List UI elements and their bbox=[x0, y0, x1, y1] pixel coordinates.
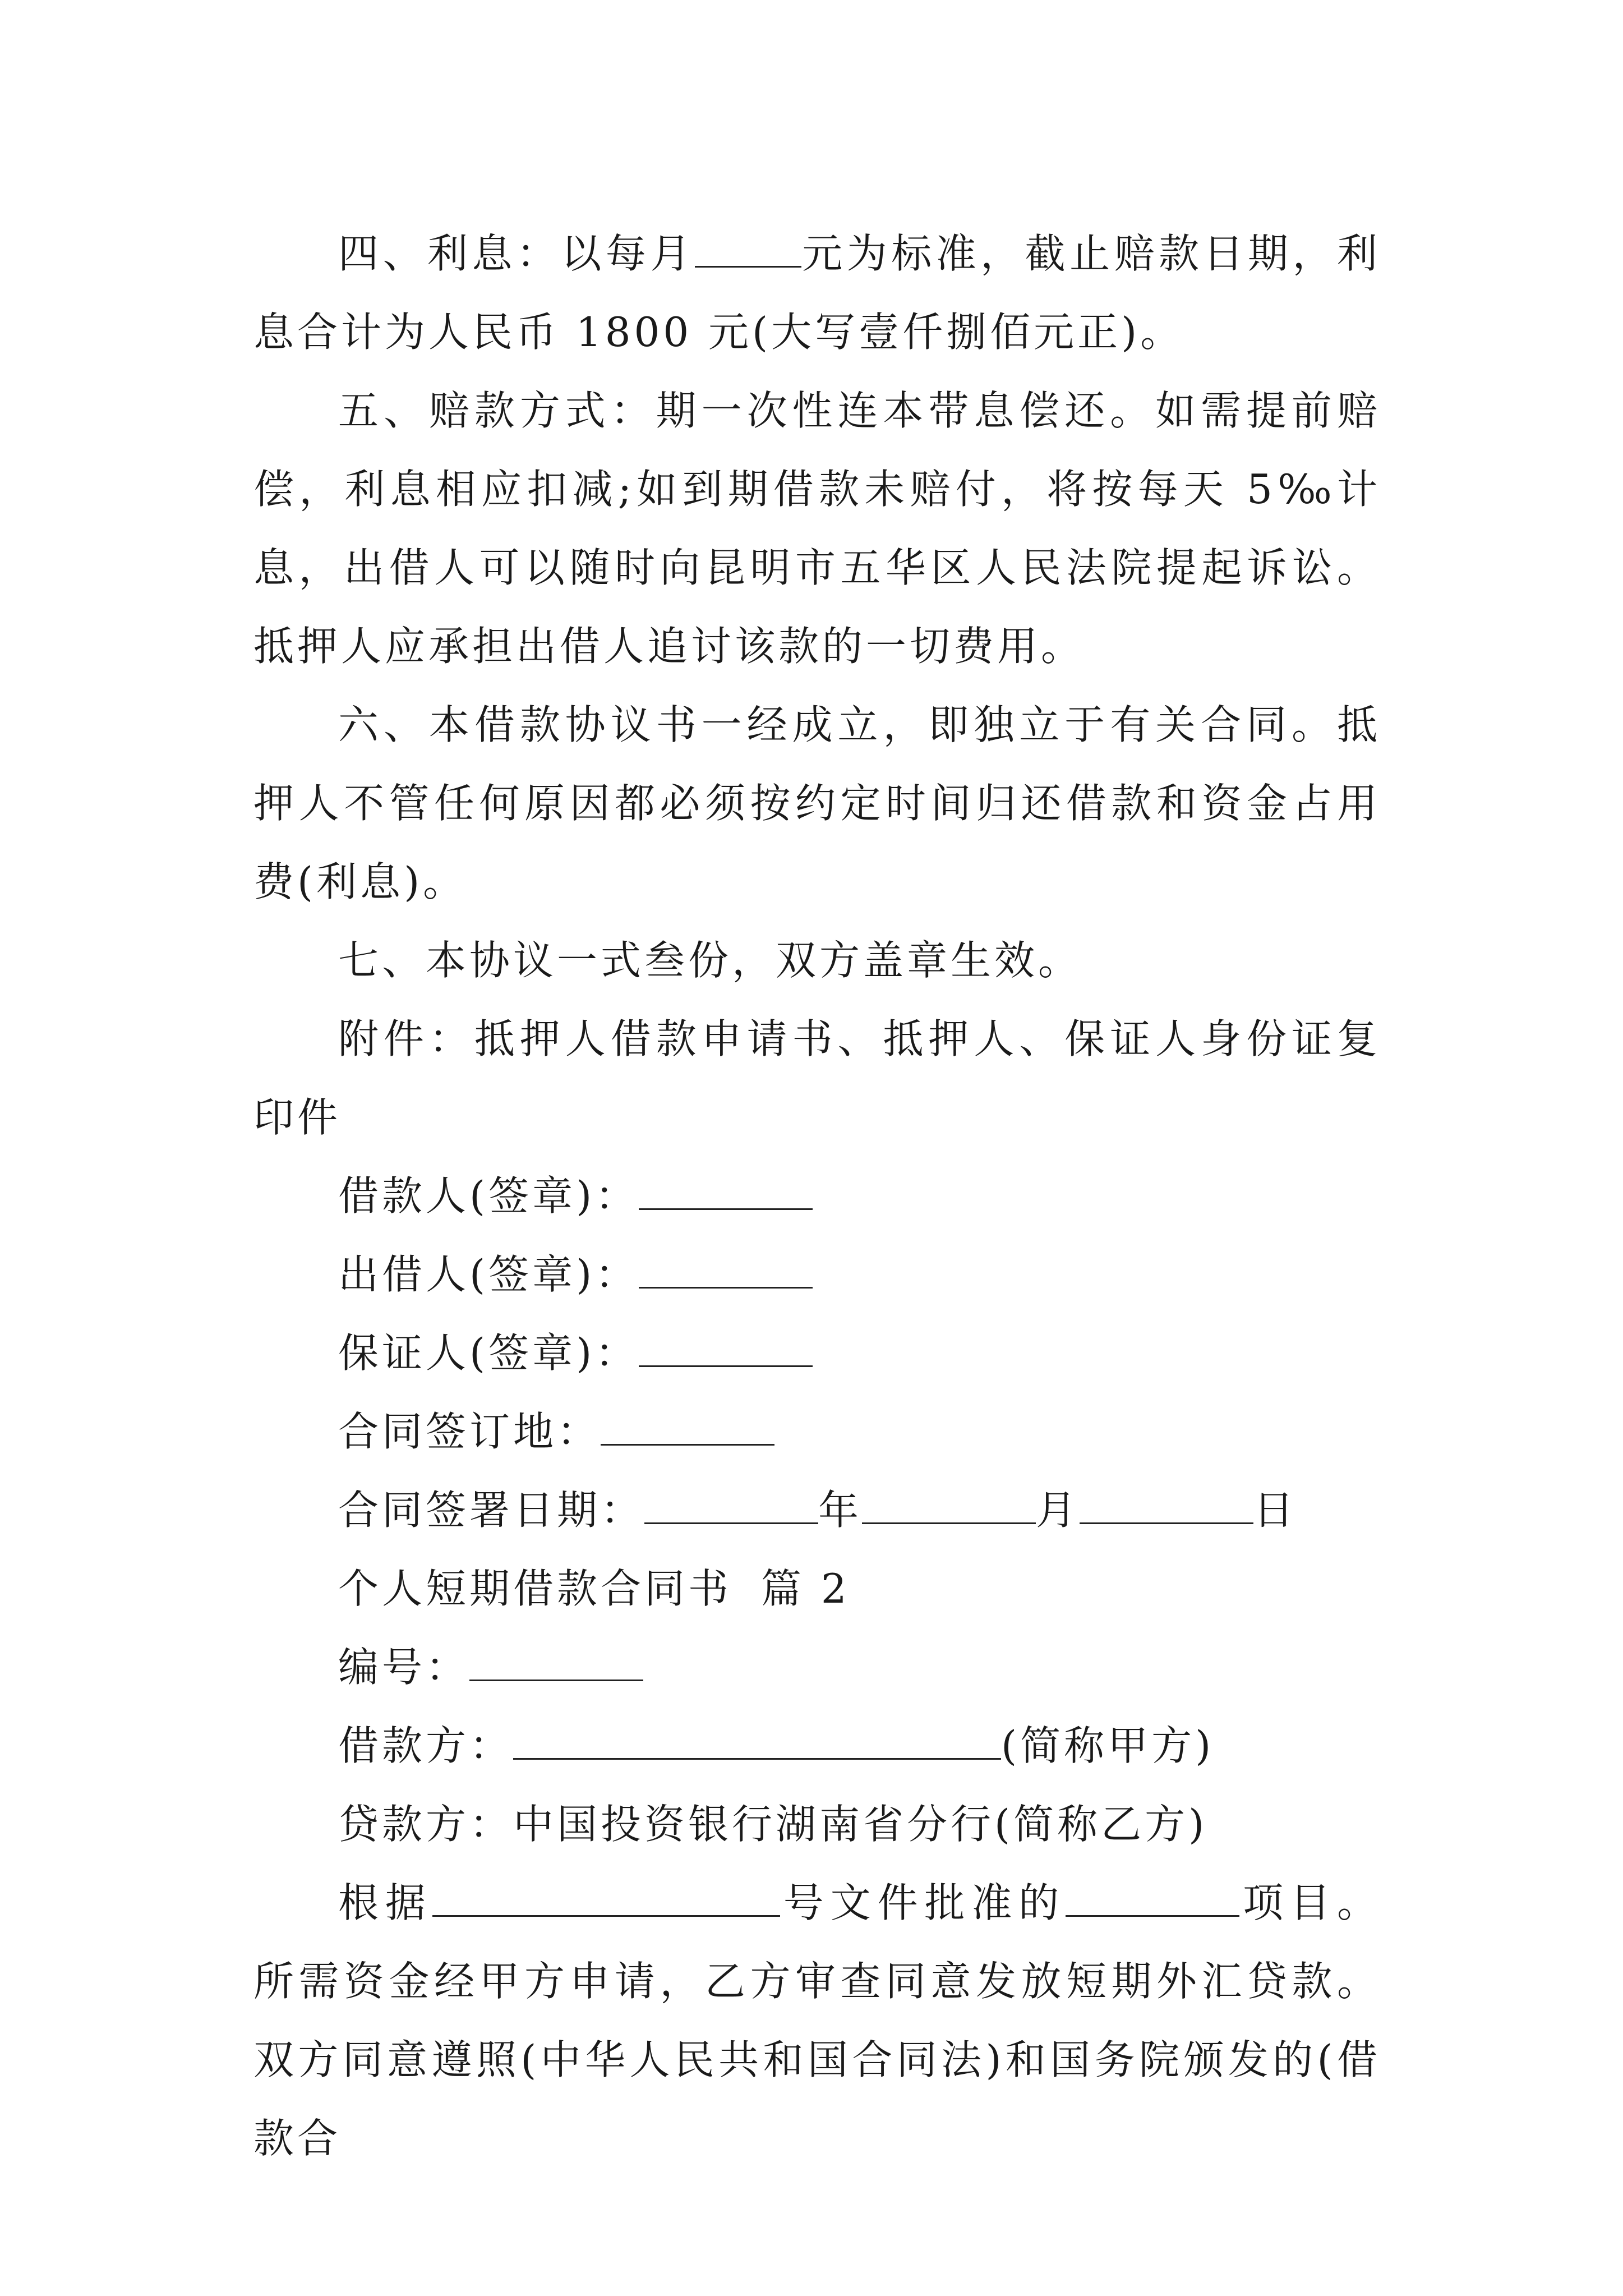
blank-field bbox=[695, 231, 801, 268]
blank-field bbox=[1066, 1880, 1239, 1917]
basis-text-a: 根据 bbox=[338, 1879, 432, 1926]
signing-date bbox=[253, 1471, 1381, 1549]
document-body bbox=[253, 214, 1381, 2178]
blank-field bbox=[862, 1488, 1036, 1524]
section-title-suffix: 篇 2 bbox=[761, 1565, 850, 1612]
day-label: 日 bbox=[1253, 1487, 1298, 1534]
clause-interest-text-b: 元为标准，截止赔款日期，利息合计为人民币 1800 元(大写壹仟捌佰元正)。 bbox=[253, 230, 1381, 356]
clause-copies: 七、本协议一式叁份，双方盖章生效。 bbox=[338, 937, 1082, 984]
blank-field bbox=[639, 1174, 813, 1210]
contract-number bbox=[253, 1628, 1381, 1706]
year-label: 年 bbox=[818, 1487, 863, 1534]
attachment-note: 附件：抵押人借款申请书、抵押人、保证人身份证复印件 bbox=[253, 1015, 1381, 1141]
blank-field bbox=[432, 1880, 780, 1917]
month-label: 月 bbox=[1036, 1487, 1080, 1534]
borrower-party-label: 借款方： bbox=[338, 1722, 514, 1769]
section-title bbox=[253, 1549, 1381, 1628]
signing-place-label: 合同签订地： bbox=[338, 1408, 601, 1455]
basis-paragraph bbox=[253, 1864, 1381, 2178]
blank-field bbox=[513, 1723, 1001, 1760]
contract-number-label: 编号： bbox=[338, 1644, 470, 1691]
signature-guarantor bbox=[253, 1314, 1381, 1392]
blank-field bbox=[644, 1488, 818, 1524]
signing-place bbox=[253, 1392, 1381, 1471]
signature-borrower bbox=[253, 1157, 1381, 1235]
blank-field bbox=[469, 1645, 643, 1681]
basis-text-b: 号文件批准的 bbox=[780, 1879, 1066, 1926]
clause-interest bbox=[253, 214, 1381, 371]
signature-guarantor-label: 保证人(签章)： bbox=[338, 1329, 639, 1377]
clause-interest-text-a: 四、利息：以每月 bbox=[338, 230, 695, 277]
borrower-party bbox=[253, 1706, 1381, 1785]
signature-lender-label: 出借人(签章)： bbox=[338, 1251, 639, 1298]
clause-repayment: 五、赔款方式：期一次性连本带息偿还。如需提前赔偿，利息相应扣减;如到期借款未赔付，将按每天 5‰计息，出借人可以随时向昆明市五华区人民法院提起诉讼。抵押人应承担出借人追讨该款的一切费用。 bbox=[253, 387, 1381, 670]
section-title-text: 个人短期借款合同书 bbox=[338, 1565, 732, 1612]
signature-lender bbox=[253, 1235, 1381, 1314]
blank-field bbox=[601, 1409, 774, 1446]
blank-field bbox=[639, 1331, 813, 1367]
blank-field bbox=[1080, 1488, 1253, 1524]
blank-field bbox=[639, 1252, 813, 1289]
signature-borrower-label: 借款人(签章)： bbox=[338, 1172, 639, 1220]
clause-independence: 六、本借款协议书一经成立，即独立于有关合同。抵押人不管任何原因都必须按约定时间归还借款和资金占用费(利息)。 bbox=[253, 701, 1381, 905]
basis-text-c: 项目。所需资金经甲方申请，乙方审查同意发放短期外汇贷款。双方同意遵照(中华人民共和国合同法)和国务院颁发的(借款合 bbox=[253, 1879, 1381, 2162]
signing-date-label: 合同签署日期： bbox=[338, 1487, 645, 1534]
borrower-party-suffix: (简称甲方) bbox=[1001, 1722, 1215, 1769]
lender-party: 贷款方：中国投资银行湖南省分行(简称乙方) bbox=[338, 1801, 1208, 1848]
